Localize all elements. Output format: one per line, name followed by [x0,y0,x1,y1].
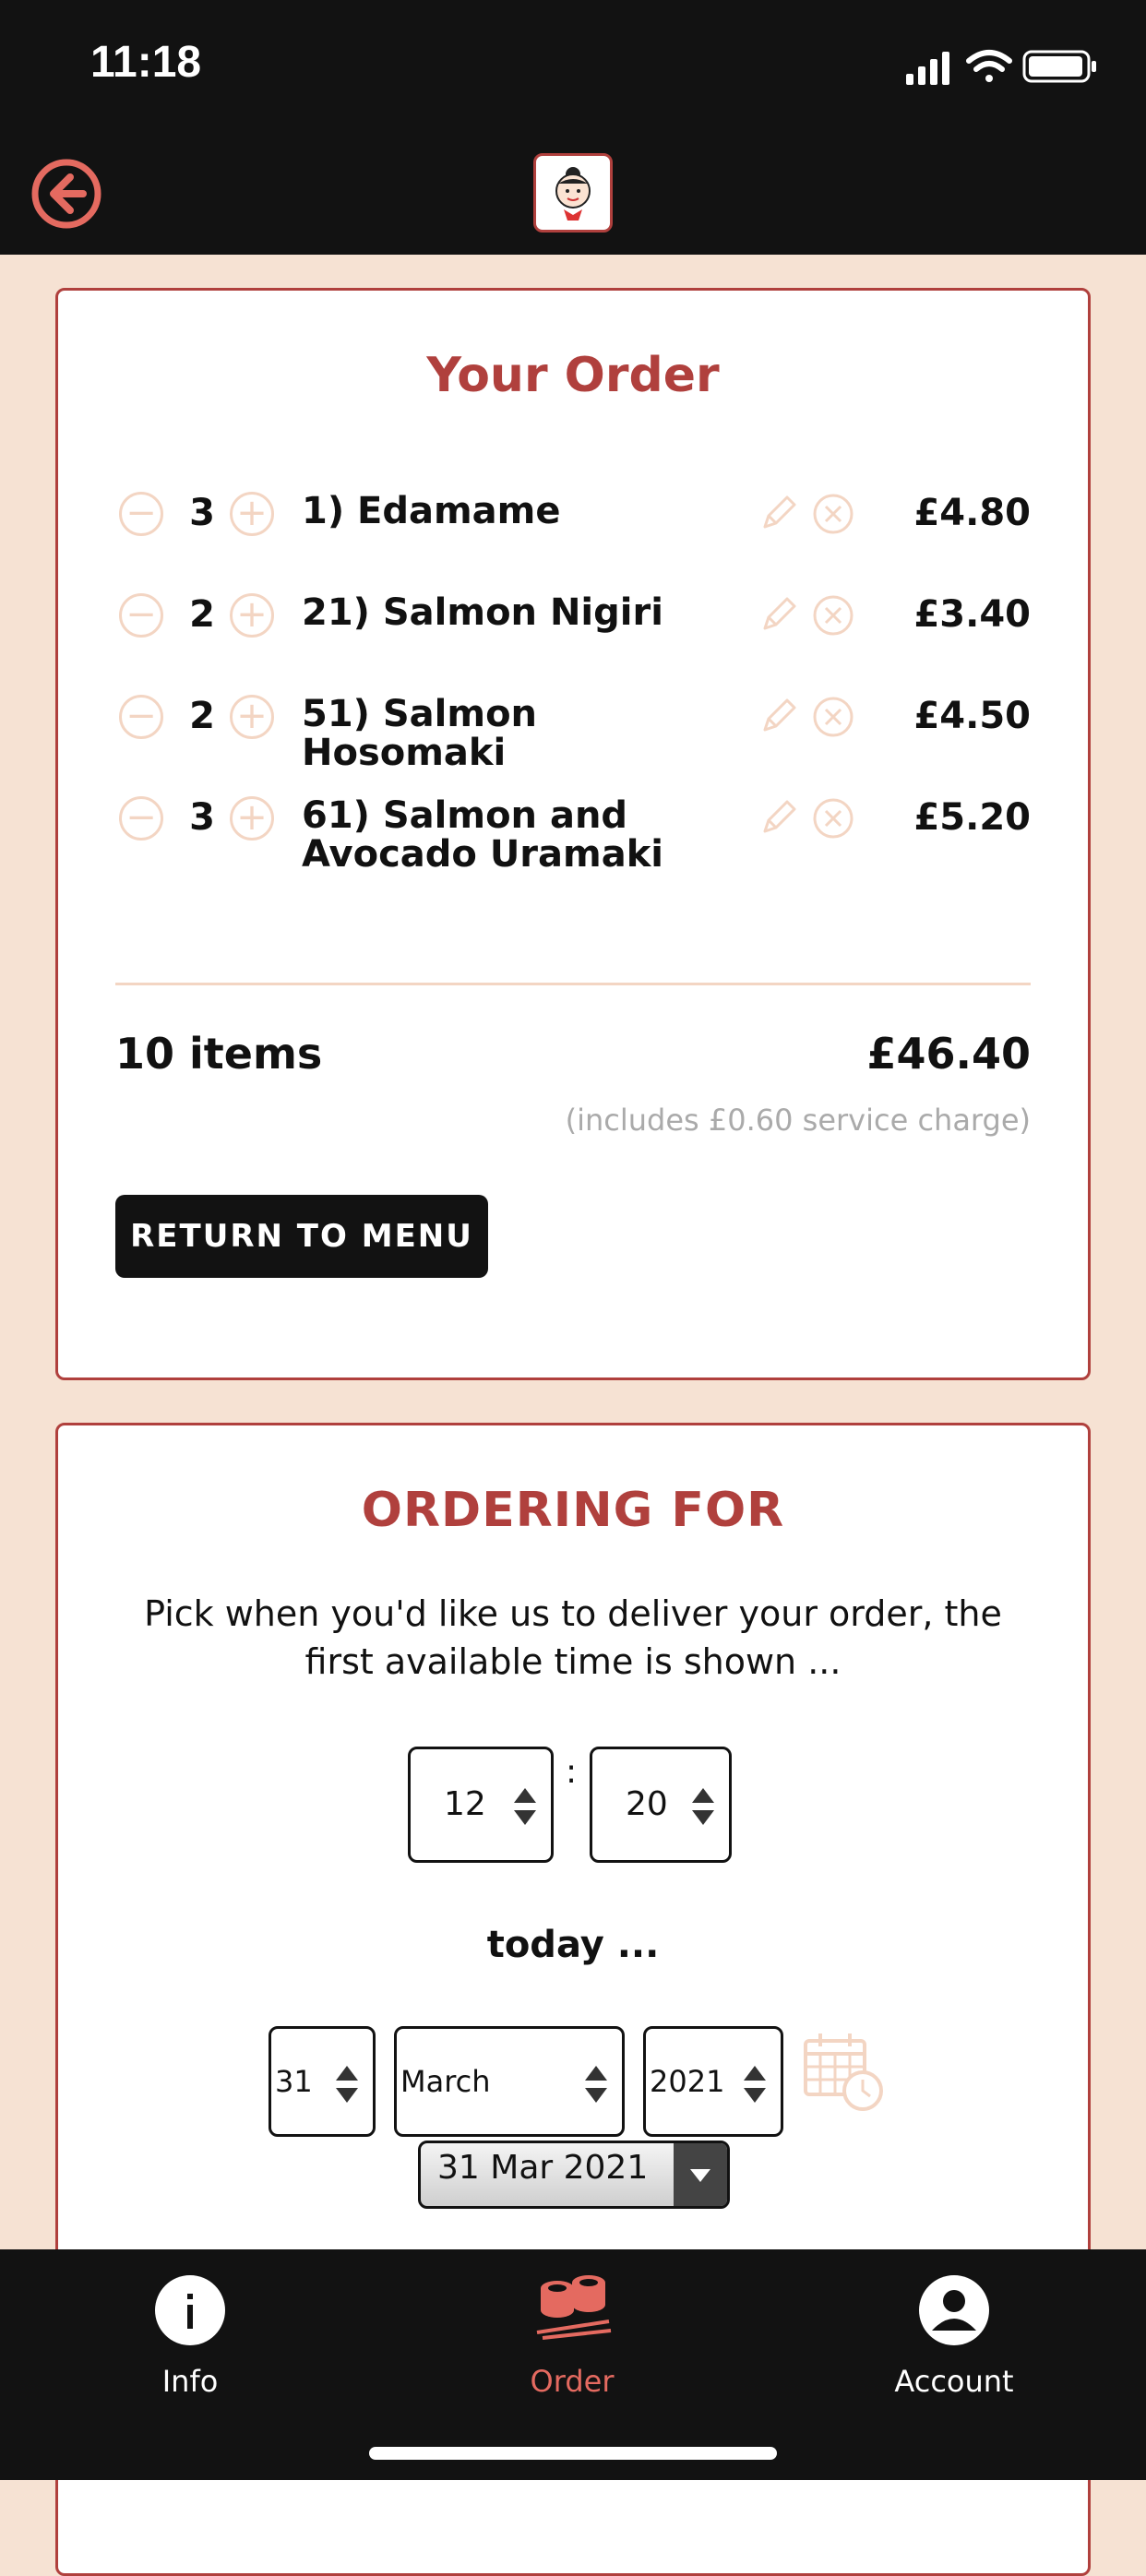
item-price: £3.40 [913,593,1031,636]
status-time: 11:18 [90,38,202,87]
increase-qty-button[interactable]: + [230,593,274,638]
item-name: 1) Edamame [302,490,561,532]
tab-bar [0,2249,1146,2480]
hour-select[interactable] [408,1747,554,1863]
day-value: 31 [275,2064,313,2099]
decrease-qty-button[interactable]: − [119,492,163,536]
increase-qty-button[interactable]: + [230,796,274,841]
home-indicator [369,2447,777,2460]
remove-icon[interactable] [811,796,855,841]
signal-icon [906,52,949,85]
day-select[interactable] [269,2026,376,2137]
order-card [55,288,1091,1380]
restaurant-logo [533,153,613,233]
sushi-icon [531,2272,615,2345]
stepper-arrows-icon [512,1786,538,1827]
status-bar [0,0,1146,138]
tab-info[interactable] [79,2268,301,2406]
stepper-arrows-icon [690,1786,716,1827]
dropdown-caret[interactable] [674,2143,727,2206]
return-to-menu-button[interactable]: RETURN TO MENU [115,1195,488,1278]
stepper-arrows-icon [742,2064,768,2105]
remove-icon[interactable] [811,492,855,536]
sushi-chef-icon [536,156,610,230]
year-select[interactable] [643,2026,783,2137]
increase-qty-button[interactable]: + [230,695,274,739]
time-separator: : [566,1753,578,1791]
order-row [58,593,1088,695]
order-total: £46.40 [866,1029,1031,1079]
item-price: £4.80 [913,492,1031,534]
back-arrow-icon[interactable] [30,157,103,231]
pencil-icon[interactable] [756,593,800,638]
remove-icon[interactable] [811,593,855,638]
minute-value: 20 [626,1785,668,1823]
remove-icon[interactable] [811,695,855,739]
item-qty: 3 [189,796,215,839]
status-icons [906,48,1100,85]
info-icon [153,2273,227,2347]
item-qty: 3 [189,492,215,534]
account-icon [917,2273,991,2347]
tab-account[interactable] [843,2268,1065,2406]
wifi-icon [969,53,1009,82]
year-value: 2021 [650,2064,725,2099]
pencil-icon[interactable] [756,492,800,536]
increase-qty-button[interactable]: + [230,492,274,536]
ordering-for-title: ORDERING FOR [361,1483,785,1538]
chevron-down-icon [674,2143,727,2206]
item-name: 61) Salmon and Avocado Uramaki [302,794,664,876]
month-value: March [400,2064,491,2099]
tab-info-label: Info [161,2364,219,2399]
item-name: 51) Salmon Hosomaki [302,693,538,774]
stepper-arrows-icon [583,2064,609,2105]
decrease-qty-button[interactable]: − [119,796,163,841]
decrease-qty-button[interactable]: − [119,695,163,739]
order-title: Your Order [426,348,720,403]
date-picker[interactable] [418,2141,730,2209]
service-charge-note: (includes £0.60 service charge) [565,1103,1031,1138]
tab-account-label: Account [894,2364,1014,2399]
decrease-qty-button[interactable]: − [119,593,163,638]
item-qty: 2 [189,593,215,636]
item-qty: 2 [189,695,215,737]
item-name: 21) Salmon Nigiri [302,591,663,634]
ordering-description: Pick when you'd like us to deliver your order, the first available time is shown ... [144,1593,1002,1682]
tab-order[interactable] [461,2268,683,2406]
minute-select[interactable] [590,1747,732,1863]
items-count: 10 items [115,1029,323,1079]
day-label: today ... [486,1924,660,1966]
order-row [58,492,1088,593]
pencil-icon[interactable] [756,695,800,739]
order-row [58,695,1088,796]
stepper-arrows-icon [334,2064,360,2105]
date-picker-value: 31 Mar 2021 [437,2149,649,2187]
month-select[interactable] [394,2026,625,2137]
item-price: £4.50 [913,695,1031,737]
item-price: £5.20 [913,796,1031,839]
hour-value: 12 [444,1785,486,1823]
order-row [58,796,1088,898]
pencil-icon[interactable] [756,796,800,841]
nav-bar [0,138,1146,255]
calendar-clock-icon[interactable] [802,2030,885,2113]
battery-icon [1024,52,1096,81]
divider [115,983,1031,985]
tab-order-label: Order [530,2364,615,2399]
